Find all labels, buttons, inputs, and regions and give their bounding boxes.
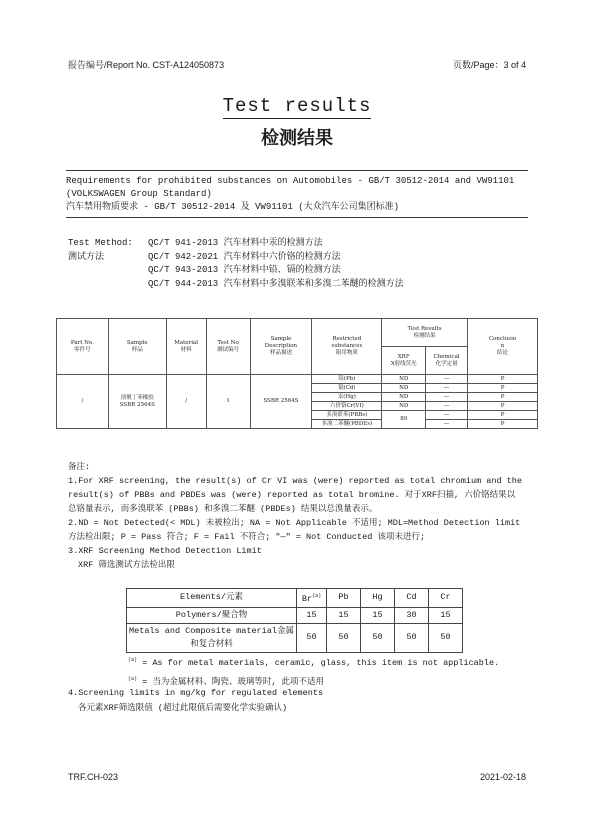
test-method-label-en: Test Method: [68, 238, 133, 248]
cell-sample: 溶聚丁苯橡胶 SSBR 2564S [108, 375, 166, 429]
cell-substance: 汞(Hg) [312, 393, 382, 402]
requirements-block [66, 170, 528, 218]
xrf-cell: 15 [429, 607, 463, 623]
cell-chemical: — [426, 420, 468, 429]
report-number: 报告编号/Report No. CST-A124050873 [68, 60, 225, 70]
header-material: Material 材料 [166, 319, 206, 375]
xrf-header-elements: Elements/元素 [127, 589, 297, 608]
xrf-cell: 15 [361, 607, 395, 623]
cell-conclusion: P [468, 384, 538, 393]
header-conclusion: Conclusio n 结论 [468, 319, 538, 375]
xrf-header-hg: Hg [361, 589, 395, 608]
header-test-results: Test Results 检测结果 [382, 319, 468, 347]
xrf-header-cd: Cd [395, 589, 429, 608]
note-line: 方法检出限; P = Pass 符合; F = Fail 不符合; "—" = Not Conducted 该项未进行; [68, 532, 426, 542]
xrf-cell: 15 [297, 607, 327, 623]
test-method-item: QC/T 941-2013 汽车材料中汞的检测方法 [148, 238, 323, 248]
footnote-line: $^{(a)}$ = As for metal materials, ceramic, glass, this item is not applicable. [128, 657, 500, 668]
cell-test-no: 1 [206, 375, 250, 429]
requirements-line-1: Requirements for prohibited substances on Automobiles - GB/T 30512-2014 and VW91101 [66, 176, 515, 186]
note-line: 3.XRF Screening Method Detection Limit [68, 546, 262, 556]
table-row [57, 375, 538, 384]
xrf-cell: 50 [361, 623, 395, 652]
cell-chemical: — [426, 402, 468, 411]
note-line: 总铬量表示, 而多溴联苯 (PBBs) 和多溴二苯醚 (PBDEs) 结果以总溴量表示。 [68, 504, 378, 514]
cell-xrf-bromine: 89 [382, 411, 426, 429]
notes-title: 备注: [68, 462, 91, 472]
cell-xrf: ND [382, 402, 426, 411]
cell-chemical: — [426, 393, 468, 402]
note-line: XRF 筛选测试方法检出限 [78, 560, 175, 570]
test-method-spacer [68, 278, 148, 292]
cell-chemical: — [426, 375, 468, 384]
footnote-line: $^{(a)}$ = 当为金属材料、陶瓷、玻璃等时, 此项不适用 [128, 675, 325, 687]
xrf-header-br: Br$^{(a)}$ [297, 589, 327, 608]
test-method-row [68, 278, 528, 292]
page-title-en-text: Test results [222, 95, 372, 117]
cell-conclusion: P [468, 393, 538, 402]
test-method-item: QC/T 943-2013 汽车材料中铅、镉的检测方法 [148, 265, 341, 275]
header-restricted: Restricted substances 限用物质 [312, 319, 382, 375]
page-number: 页数/Page：3 of 4 [452, 60, 526, 70]
test-method-item: QC/T 942-2021 汽车材料中六价铬的检测方法 [148, 251, 341, 262]
table-row [127, 589, 463, 608]
requirements-line-3: 汽车禁用物质要求 - GB/T 30512-2014 及 VW91101 (大众汽车公司集团标准) [66, 202, 400, 212]
test-method-row [68, 264, 528, 278]
xrf-cell: 50 [297, 623, 327, 652]
requirements-line-2: (VOLKSWAGEN Group Standard) [66, 189, 212, 199]
page-title-cn: 检测结果 [261, 128, 333, 149]
xrf-cell: 50 [429, 623, 463, 652]
test-method-spacer [68, 264, 148, 278]
screening-limits-line: 4.Screening limits in mg/kg for regulated elements [68, 688, 324, 698]
xrf-row-label: Polymers/聚合物 [127, 607, 297, 623]
cell-chemical: — [426, 384, 468, 393]
cell-substance: 多溴联苯(PBBs) [312, 411, 382, 420]
cell-substance: 多溴二苯醚(PBDEs) [312, 420, 382, 429]
header-chemical: Chemical 化学定量 [426, 347, 468, 375]
form-number: TRF.CH-023 [68, 772, 119, 782]
header-test-no: Test No 测试编号 [206, 319, 250, 375]
page-title-en [0, 95, 594, 117]
cell-substance: 六价铬Cr(VI) [312, 402, 382, 411]
xrf-header-pb: Pb [327, 589, 361, 608]
cell-conclusion: P [468, 420, 538, 429]
xrf-cell: 15 [327, 607, 361, 623]
test-method-row [68, 251, 528, 265]
xrf-cell: 50 [327, 623, 361, 652]
screening-limits [68, 686, 323, 716]
test-method-item: QC/T 944-2013 汽车材料中多溴联苯和多溴二苯醚的检测方法 [148, 278, 404, 289]
header-xrf: XRF X射线荧光 [382, 347, 426, 375]
xrf-row-label: Metals and Composite material金属和复合材料 [127, 623, 297, 652]
results-table [56, 318, 538, 429]
xrf-limits-table [126, 588, 463, 653]
cell-conclusion: P [468, 411, 538, 420]
screening-limits-line: 各元素XRF筛选限值 (超过此限值后需要化学实验确认) [78, 703, 288, 713]
cell-conclusion: P [468, 402, 538, 411]
header-sample: Sample 样品 [108, 319, 166, 375]
test-method-block [68, 237, 528, 291]
xrf-cell: 30 [395, 607, 429, 623]
note-line: 2.ND = Not Detected(< MDL) 未被检出; NA = Not Applicable 不适用; MDL=Method Detection limit [68, 518, 521, 528]
cell-conclusion: P [468, 375, 538, 384]
header-description: Sample Description 样品描述 [250, 319, 312, 375]
cell-xrf: ND [382, 384, 426, 393]
cell-description: SSBR 2564S [250, 375, 312, 429]
note-line: 1.For XRF screening, the result(s) of Cr VI was (were) reported as total chromium and the [68, 476, 522, 486]
xrf-footnotes [128, 652, 499, 690]
cell-part-no: / [57, 375, 109, 429]
footer-date: 2021-02-18 [479, 772, 526, 782]
header-part-no: Part No. 零件号 [57, 319, 109, 375]
xrf-cell: 50 [395, 623, 429, 652]
note-line: result(s) of PBBs and PBDEs was (were) reported as total bromine. 对于XRF扫描, 六价铬结果以 [68, 490, 516, 500]
cell-chemical: — [426, 411, 468, 420]
cell-substance: 铅(Pb) [312, 375, 382, 384]
cell-xrf: ND [382, 375, 426, 384]
test-method-label-cn: 测试方法 [68, 251, 105, 262]
cell-substance: 镉(Cd) [312, 384, 382, 393]
notes-block [68, 460, 530, 572]
cell-material: / [166, 375, 206, 429]
table-row [127, 623, 463, 652]
table-row [127, 607, 463, 623]
cell-xrf: ND [382, 393, 426, 402]
xrf-header-cr: Cr [429, 589, 463, 608]
test-method-row [68, 237, 528, 251]
